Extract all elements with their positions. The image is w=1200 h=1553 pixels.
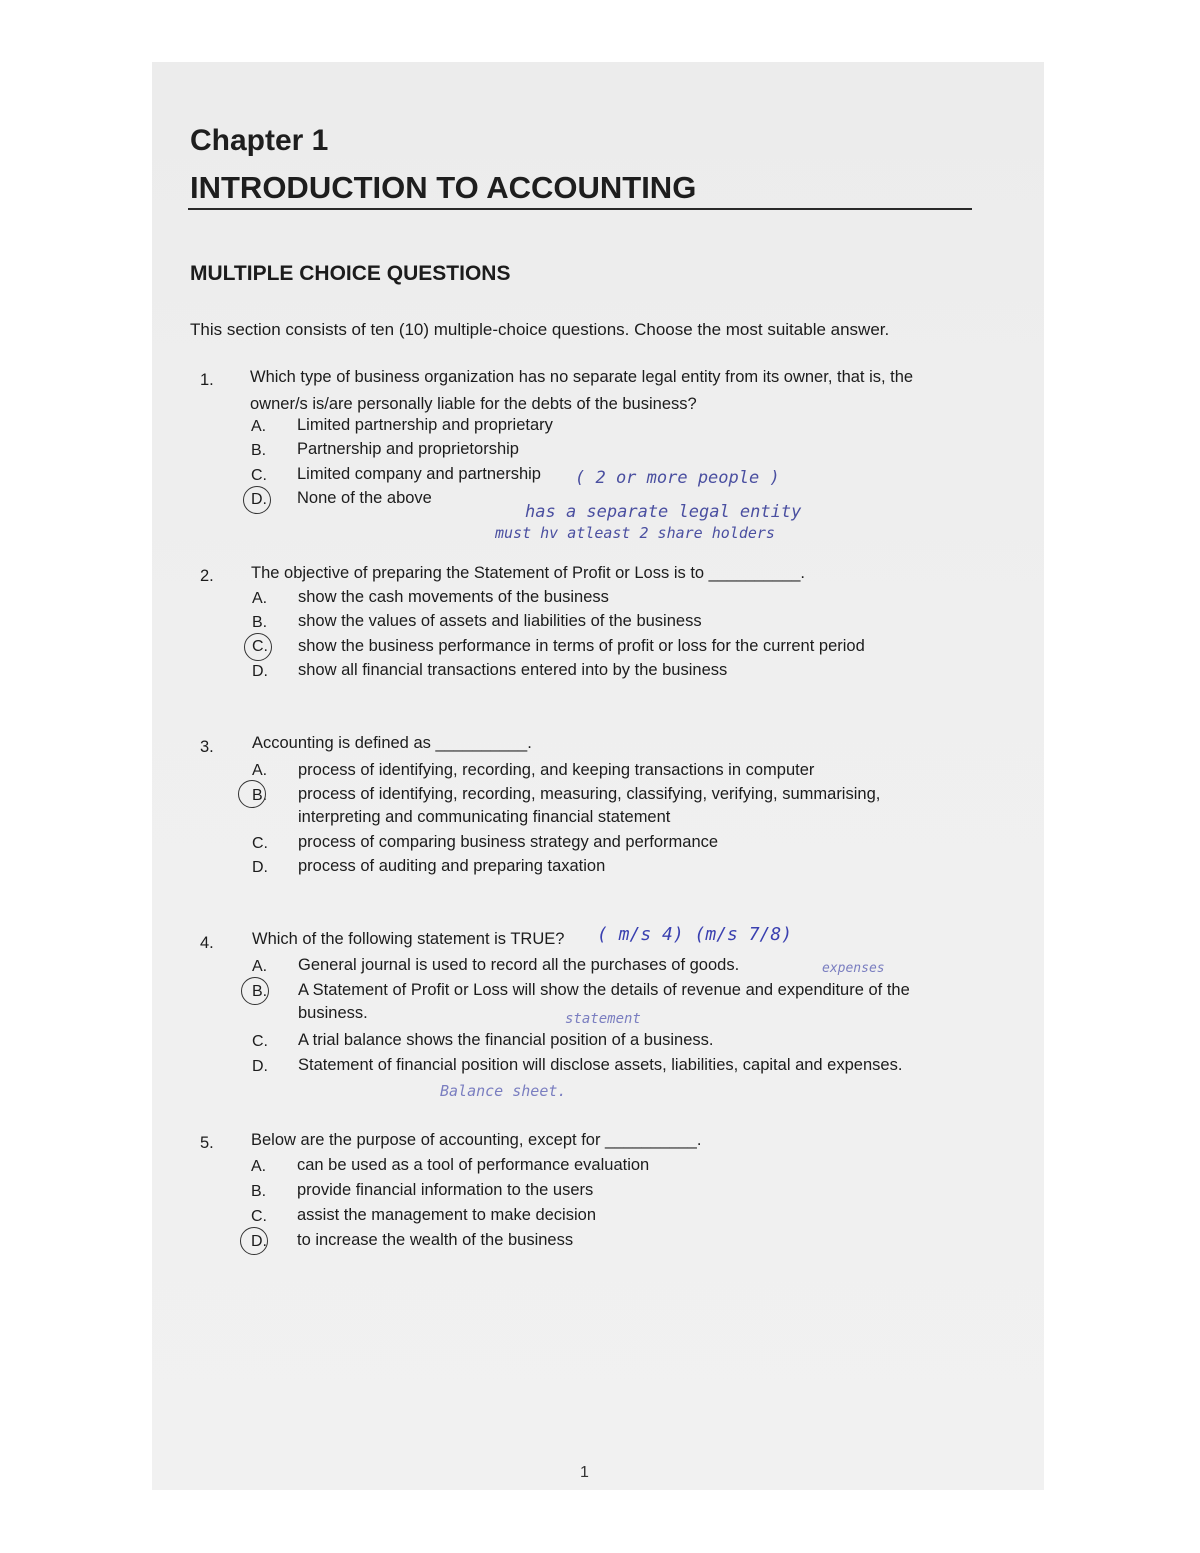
question-text: Below are the purpose of accounting, except for __________.	[251, 1131, 702, 1149]
answer-circle	[238, 780, 266, 808]
option-label: C.	[252, 638, 268, 655]
option-label: B.	[252, 787, 268, 804]
option-label: D.	[252, 663, 268, 680]
option-label: A.	[251, 418, 267, 435]
option-text: Partnership and proprietorship	[297, 440, 519, 458]
option-text-continued: interpreting and communicating financial statement	[298, 808, 671, 826]
page-number: 1	[580, 1464, 589, 1481]
option-text: to increase the wealth of the business	[297, 1231, 574, 1249]
answer-circle	[241, 977, 269, 1005]
option-text: A trial balance shows the financial position of a business.	[298, 1031, 714, 1049]
question-number: 1.	[200, 371, 214, 389]
question-text: Which type of business organization has no separate legal entity from its owner, that is, the	[250, 368, 914, 386]
section-heading: MULTIPLE CHOICE QUESTIONS	[190, 262, 511, 285]
option-text: None of the above	[297, 489, 432, 507]
question-text: Accounting is defined as __________.	[252, 734, 532, 752]
option-label: B.	[252, 614, 268, 631]
question-number: 2.	[200, 567, 214, 585]
option-label: C.	[251, 1208, 267, 1225]
option-text: Statement of financial position will disclose assets, liabilities, capital and expenses.	[298, 1056, 903, 1074]
answer-circle	[243, 486, 271, 514]
question-number: 3.	[200, 738, 214, 756]
option-text: show the values of assets and liabilities of the business	[298, 612, 702, 630]
question-text: owner/s is/are personally liable for the debts of the business?	[250, 395, 697, 413]
option-label: D.	[252, 859, 268, 876]
option-text: assist the management to make decision	[297, 1206, 596, 1224]
option-text: can be used as a tool of performance evaluation	[297, 1156, 650, 1174]
option-text: process of identifying, recording, and keeping transactions in computer	[298, 761, 815, 779]
option-label: A.	[252, 762, 268, 779]
option-text: show all financial transactions entered into by the business	[298, 661, 728, 679]
handwritten-note: ( m/s 4) (m/s 7/8)	[597, 924, 793, 945]
question-text: The objective of preparing the Statement of Profit or Loss is to __________.	[251, 564, 806, 582]
section-intro: This section consists of ten (10) multiple-choice questions. Choose the most suitable answer.	[190, 320, 890, 339]
option-text: provide financial information to the users	[297, 1181, 594, 1199]
option-text: process of identifying, recording, measuring, classifying, verifying, summarising,	[298, 785, 881, 803]
question-number: 4.	[200, 934, 214, 952]
handwritten-note: ( 2 or more people )	[575, 468, 780, 488]
option-label: B.	[251, 442, 267, 459]
option-label: C.	[252, 1033, 268, 1050]
answer-circle	[244, 633, 272, 661]
handwritten-note: must hv atleast 2 share holders	[495, 524, 775, 542]
chapter-title: INTRODUCTION TO ACCOUNTING	[190, 170, 697, 205]
option-text: process of auditing and preparing taxation	[298, 857, 606, 875]
option-label: C.	[251, 467, 267, 484]
title-divider	[188, 208, 972, 210]
option-label: C.	[252, 835, 268, 852]
chapter-label: Chapter 1	[190, 124, 329, 157]
question-text: Which of the following statement is TRUE?	[252, 930, 565, 948]
option-label: B.	[251, 1183, 267, 1200]
option-label: A.	[252, 958, 268, 975]
option-label: D.	[251, 1233, 267, 1250]
option-label: A.	[251, 1158, 267, 1175]
option-text: show the business performance in terms of profit or loss for the current period	[298, 637, 865, 655]
handwritten-note: has a separate legal entity	[525, 502, 802, 522]
option-label: D.	[252, 1058, 268, 1075]
option-label: D.	[251, 491, 267, 508]
option-label: A.	[252, 590, 268, 607]
handwritten-note: Balance sheet.	[440, 1082, 567, 1100]
option-text: Limited company and partnership	[297, 465, 541, 483]
handwritten-note: expenses	[822, 961, 885, 976]
answer-circle	[240, 1227, 268, 1255]
option-text: General journal is used to record all the purchases of goods.	[298, 956, 740, 974]
option-text: process of comparing business strategy and performance	[298, 833, 719, 851]
option-text: A Statement of Profit or Loss will show the details of revenue and expenditure of the	[298, 981, 910, 999]
question-number: 5.	[200, 1134, 214, 1152]
option-text: show the cash movements of the business	[298, 588, 609, 606]
option-label: B.	[252, 983, 268, 1000]
option-text-continued: business.	[298, 1004, 368, 1022]
option-text: Limited partnership and proprietary	[297, 416, 553, 434]
handwritten-note: statement	[565, 1011, 641, 1027]
